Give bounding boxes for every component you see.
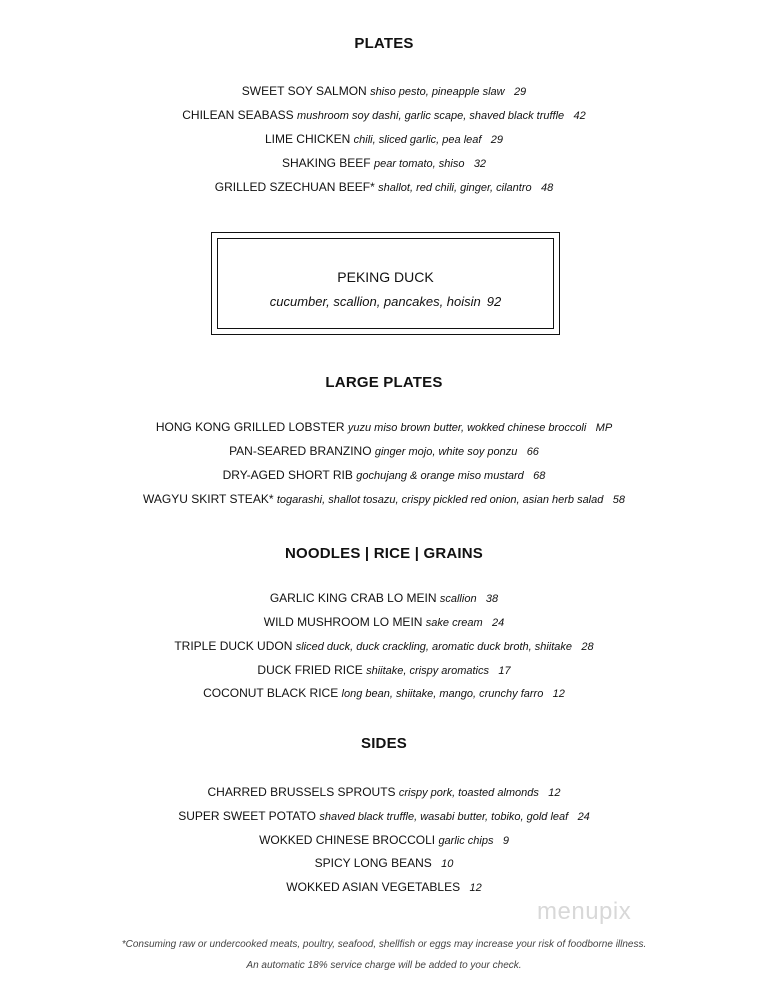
item-price: 66 [526,446,539,458]
item-description: shiitake, crispy aromatics [366,665,489,677]
item-price: 12 [469,882,482,894]
item-description: togarashi, shallot tosazu, crispy pickled red onion, asian herb salad [276,494,604,506]
item-name: HONG KONG GRILLED LOBSTER [155,420,345,434]
item-name: PAN-SEARED BRANZINO [229,444,372,458]
item-name: SPICY LONG BEANS [314,856,432,870]
item-description: sliced duck, duck crackling, aromatic duck broth, shiitake [295,641,573,653]
menu-item [0,180,768,194]
featured-item-line [218,294,553,309]
item-name: CHARRED BRUSSELS SPROUTS [207,785,396,799]
menu-item [0,108,768,122]
menu-item [0,663,768,677]
item-name: WOKKED CHINESE BROCCOLI [259,833,436,847]
menu-item [0,785,768,799]
item-name: WOKKED ASIAN VEGETABLES [286,880,461,894]
menu-item [0,615,768,629]
item-name: DRY-AGED SHORT RIB [222,468,353,482]
section-title-noodles-rice-grains: NOODLES | RICE | GRAINS [284,545,483,562]
item-price: 9 [502,835,509,847]
item-description: mushroom soy dashi, garlic scape, shaved black truffle [296,110,565,122]
featured-item-price: 92 [486,294,502,309]
menu-item [0,420,768,434]
item-price: 28 [581,641,594,653]
item-description: shiso pesto, pineapple slaw [370,86,505,98]
item-price: 29 [513,86,527,98]
menu-item [0,856,768,870]
menu-item [0,84,768,98]
menu-item [0,468,768,482]
item-description: scallion [439,593,477,605]
section-title-plates: PLATES [354,35,414,52]
item-name: SWEET SOY SALMON [241,84,367,98]
item-price: 58 [612,494,625,506]
item-description: sake cream [425,617,483,629]
item-price: 12 [548,787,561,799]
item-description: yuzu miso brown butter, wokked chinese broccoli [347,422,587,434]
item-description: chili, sliced garlic, pea leaf [353,134,482,146]
item-name: GARLIC KING CRAB LO MEIN [269,591,437,605]
item-description: garlic chips [438,835,494,847]
footer-service-charge: An automatic 18% service charge will be added to your check. [246,960,522,971]
item-price: 10 [441,858,454,870]
item-description: gochujang & orange miso mustard [356,470,524,482]
item-name: CHILEAN SEABASS [182,108,294,122]
item-price: 17 [498,665,511,677]
item-description: shaved black truffle, wasabi butter, tobiko, gold leaf [319,811,569,823]
item-name: WAGYU SKIRT STEAK* [143,492,274,506]
featured-item-description: cucumber, scallion, pancakes, hoisin [269,294,481,309]
item-name: WILD MUSHROOM LO MEIN [263,615,423,629]
menu-item [0,156,768,170]
menu-item [0,444,768,458]
menu-item [0,492,768,506]
item-name: GRILLED SZECHUAN BEEF* [214,180,375,194]
item-name: LIME CHICKEN [264,132,351,146]
item-name: DUCK FRIED RICE [257,663,363,677]
watermark-logo: menupix [537,898,632,925]
item-price: 38 [485,593,499,605]
item-price: MP [595,422,613,434]
item-name: SHAKING BEEF [281,156,371,170]
menu-item [0,591,768,605]
item-name: TRIPLE DUCK UDON [174,639,293,653]
item-description: shallot, red chili, ginger, cilantro [378,182,532,194]
item-price: 24 [577,811,590,823]
item-name: COCONUT BLACK RICE [203,686,339,700]
section-title-sides: SIDES [360,735,407,752]
item-price: 24 [491,617,505,629]
item-name: SUPER SWEET POTATO [178,809,316,823]
item-description: crispy pork, toasted almonds [398,787,539,799]
item-price: 32 [473,158,487,170]
item-price: 48 [540,182,554,194]
item-description: ginger mojo, white soy ponzu [374,446,518,458]
menu-item [0,833,768,847]
item-description: long bean, shiitake, mango, crunchy farro [341,688,544,700]
item-price: 29 [490,134,504,146]
menu-item [0,809,768,823]
item-description: pear tomato, shiso [373,158,465,170]
menu-item [0,686,768,700]
menu-item [0,132,768,146]
item-price: 12 [552,688,565,700]
menu-item [0,880,768,894]
featured-item-box [211,232,560,335]
section-title-large-plates: LARGE PLATES [325,374,443,391]
featured-item-inner-border [217,238,554,329]
menu-item [0,639,768,653]
item-price: 42 [573,110,586,122]
item-price: 68 [533,470,546,482]
footer-disclaimer: *Consuming raw or undercooked meats, poultry, seafood, shellfish or eggs may increase your risk of foodborne illness. [121,939,647,950]
featured-item-name: PEKING DUCK [337,269,434,285]
